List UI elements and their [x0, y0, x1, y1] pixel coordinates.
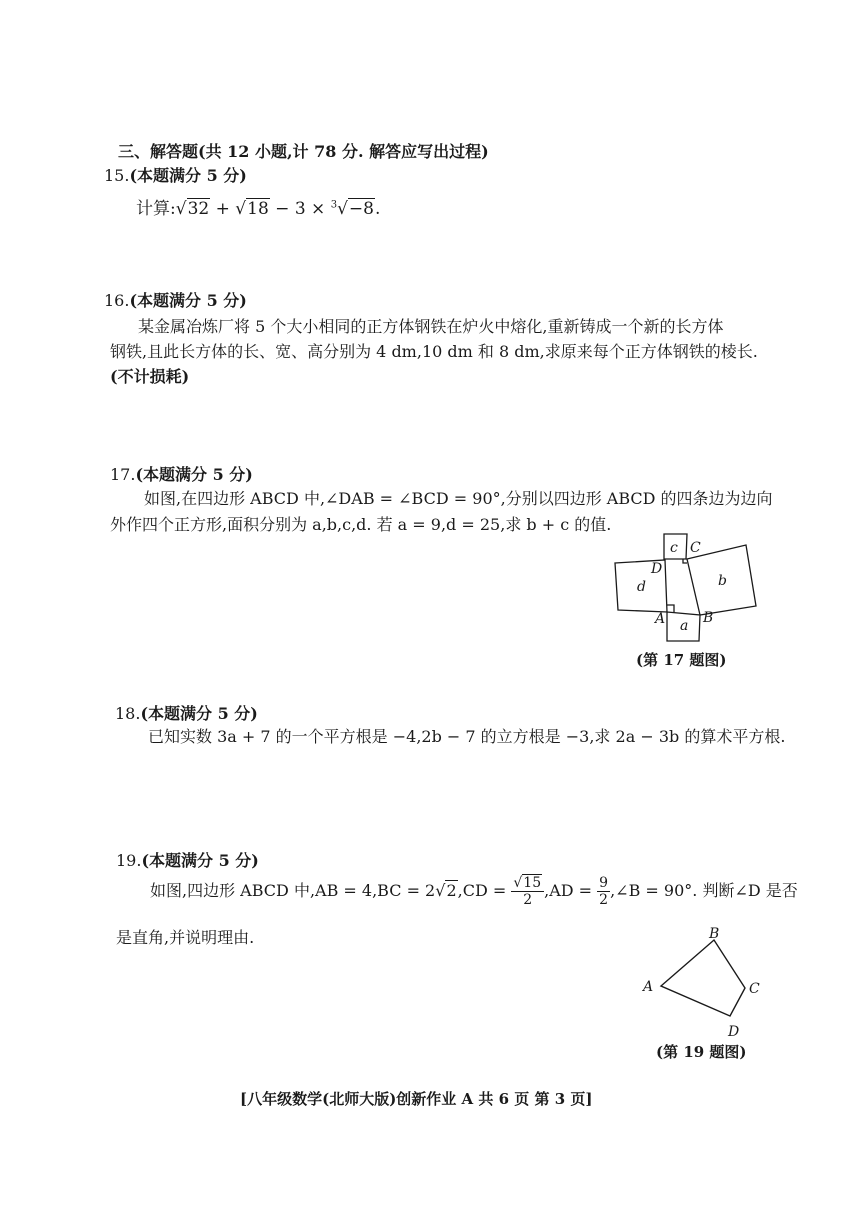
q16-line1: 某金属冶炼厂将 5 个大小相同的正方体钢铁在炉火中熔化,重新铸成一个新的长方体 — [138, 317, 724, 336]
right-angle-a — [667, 605, 674, 612]
q19-header — [116, 848, 259, 871]
q19-number: 19. — [116, 851, 142, 870]
label-C19: C — [749, 981, 760, 997]
q17-caption: (第 17 题图) — [636, 651, 727, 669]
q19-line1-c: ,AD = — [544, 881, 598, 900]
q15-rad1: 32 — [187, 199, 210, 219]
q19-ad-num: 9 — [599, 875, 609, 891]
label-C: C — [690, 540, 701, 556]
q15-header — [104, 163, 247, 186]
label-A19: A — [643, 979, 654, 995]
q17-header — [110, 462, 253, 485]
q16-line2: 钢铁,且此长方体的长、宽、高分别为 4 dm,10 dm 和 8 dm,求原来每个正方体钢铁的棱长. — [110, 342, 758, 361]
q18-score: (本题满分 5 分) — [140, 704, 258, 723]
q16-number: 16. — [104, 291, 130, 310]
q15-number: 15. — [104, 166, 130, 185]
page-footer: [八年级数学(北师大版)创新作业 A 共 6 页 第 3 页] — [240, 1090, 593, 1108]
q19-cd-num: 15 — [523, 875, 542, 891]
q19-cd-fraction: $\frac{√15}{2}$ — [511, 875, 544, 908]
q19-line1-b: ,CD = — [457, 881, 512, 900]
q19-line2: 是直角,并说明理由. — [116, 928, 255, 947]
q18-number: 18. — [115, 704, 141, 723]
label-D19: D — [728, 1024, 740, 1040]
label-b: b — [718, 573, 727, 589]
q19-score: (本题满分 5 分) — [141, 851, 259, 870]
q19-line1: 如图,四边形 ABCD 中,AB = 4,BC = 2√2,CD = $\frac{√15}{2}$ ,AD = $\frac{9}{2}$ ,∠B = 90°. 判断∠D 是否 — [150, 875, 798, 908]
label-a: a — [680, 618, 689, 634]
q16-header — [104, 288, 247, 311]
q19-sqrt2: 2 — [446, 881, 457, 900]
q15-score: (本题满分 5 分) — [129, 166, 247, 185]
label-D: D — [651, 561, 663, 577]
section-heading: 三、解答题(共 12 小题,计 78 分. 解答应写出过程) — [118, 142, 489, 161]
q16-score: (本题满分 5 分) — [129, 291, 247, 310]
q19-line1-d: ,∠B = 90°. 判断∠D 是否 — [610, 881, 798, 900]
q19-ad-den: 2 — [599, 892, 609, 908]
q15-rad2: 18 — [247, 199, 269, 219]
label-d: d — [637, 579, 646, 595]
label-c: c — [670, 540, 678, 556]
q15-plus: + — [210, 199, 236, 219]
q17-score: (本题满分 5 分) — [135, 465, 253, 484]
q15-end: . — [374, 199, 381, 219]
q18-header — [115, 701, 258, 724]
q17-line1: 如图,在四边形 ABCD 中,∠DAB = ∠BCD = 90°,分别以四边形 ABCD 的四条边为边向 — [144, 489, 773, 508]
label-B: B — [703, 610, 714, 626]
q19-caption: (第 19 题图) — [656, 1043, 747, 1061]
q19-cd-den: 2 — [523, 892, 533, 908]
q15-cube-rad: −8 — [348, 199, 374, 219]
label-B19: B — [709, 926, 720, 942]
quadrilateral-abcd — [661, 940, 745, 1016]
q16-line3: (不计损耗) — [110, 367, 190, 386]
q15-tail: − 3 × — [269, 199, 331, 219]
q17-figure — [610, 528, 760, 644]
q19-line1-a: 如图,四边形 ABCD 中,AB = 4,BC = 2 — [150, 881, 436, 900]
q17-number: 17. — [110, 465, 136, 484]
q18-line1: 已知实数 3a + 7 的一个平方根是 −4,2b − 7 的立方根是 −3,求 2a − 3b 的算术平方根. — [148, 727, 786, 746]
q19-ad-fraction — [597, 875, 610, 908]
q15-cube-index: 3 — [330, 199, 338, 211]
q19-figure — [636, 918, 766, 1042]
q15-expression: 计算:√32 + √18 − 3 × $^3$√−8. — [136, 199, 381, 219]
q17-line2: 外作四个正方形,面积分别为 a,b,c,d. 若 a = 9,d = 25,求 b + c 的值. — [110, 515, 612, 534]
q15-prompt: 计算: — [136, 199, 176, 219]
label-A: A — [655, 611, 666, 627]
